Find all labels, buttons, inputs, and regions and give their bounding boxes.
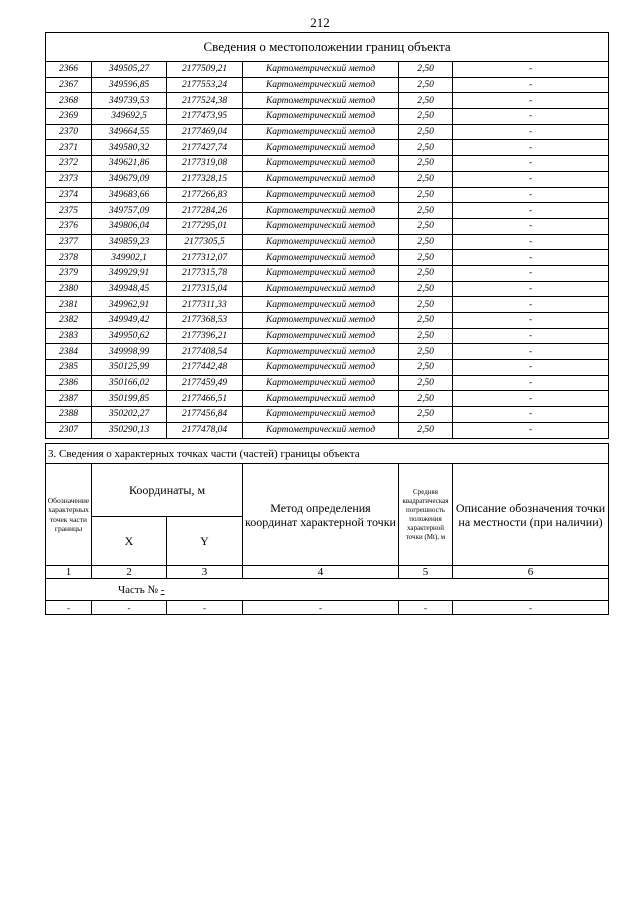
coord-y: 2177473,95: [167, 109, 243, 125]
point-number: 2373: [46, 171, 92, 187]
table-row: [46, 156, 609, 172]
coord-y: 2177469,04: [167, 124, 243, 140]
col-x-header: X: [92, 517, 167, 566]
method: Картометрический метод: [243, 203, 399, 219]
coord-y: 2177459,49: [167, 375, 243, 391]
empty-cell: -: [453, 601, 609, 615]
col-accuracy-header: Средняя квадратическая погрешность положения характерной точки (Mt), м: [399, 464, 453, 566]
point-number: 2375: [46, 203, 92, 219]
table-row: [46, 124, 609, 140]
point-number: 2366: [46, 62, 92, 78]
accuracy: 2,50: [399, 62, 453, 78]
point-number: 2367: [46, 77, 92, 93]
point-number: 2374: [46, 187, 92, 203]
method: Картометрический метод: [243, 313, 399, 329]
method: Картометрический метод: [243, 171, 399, 187]
method: Картометрический метод: [243, 375, 399, 391]
accuracy: 2,50: [399, 360, 453, 376]
description: -: [453, 281, 609, 297]
description: -: [453, 375, 609, 391]
table-row: [46, 375, 609, 391]
table-row: [46, 77, 609, 93]
point-number: 2387: [46, 391, 92, 407]
point-number: 2383: [46, 328, 92, 344]
coord-y: 2177312,07: [167, 250, 243, 266]
method: Картометрический метод: [243, 328, 399, 344]
coord-y: 2177295,01: [167, 218, 243, 234]
table-row: [46, 109, 609, 125]
point-number: 2380: [46, 281, 92, 297]
description: -: [453, 360, 609, 376]
table-row: [46, 281, 609, 297]
coord-y: 2177456,84: [167, 407, 243, 423]
method: Картометрический метод: [243, 140, 399, 156]
point-number: 2369: [46, 109, 92, 125]
coord-y: 2177368,53: [167, 313, 243, 329]
description: -: [453, 77, 609, 93]
accuracy: 2,50: [399, 203, 453, 219]
col-number: 5: [399, 566, 453, 579]
table-row: [46, 140, 609, 156]
table-row: [46, 391, 609, 407]
method: Картометрический метод: [243, 344, 399, 360]
table-row: [46, 360, 609, 376]
table-row: [46, 218, 609, 234]
description: -: [453, 250, 609, 266]
part-points-table: [45, 443, 609, 615]
col-designation-header: Обозначение характерных точек части границы: [46, 464, 92, 566]
accuracy: 2,50: [399, 234, 453, 250]
coord-y: 2177315,04: [167, 281, 243, 297]
coord-y: 2177328,15: [167, 171, 243, 187]
point-number: 2307: [46, 422, 92, 438]
coord-y: 2177466,51: [167, 391, 243, 407]
point-number: 2381: [46, 297, 92, 313]
empty-cell: -: [167, 601, 243, 615]
coord-x: 349806,04: [92, 218, 167, 234]
coord-x: 349596,85: [92, 77, 167, 93]
description: -: [453, 109, 609, 125]
table-row: [46, 187, 609, 203]
coord-x: 349679,09: [92, 171, 167, 187]
col-y-header: Y: [167, 517, 243, 566]
description: -: [453, 422, 609, 438]
coord-y: 2177553,24: [167, 77, 243, 93]
accuracy: 2,50: [399, 250, 453, 266]
empty-cell: -: [243, 601, 399, 615]
point-number: 2386: [46, 375, 92, 391]
coord-y: 2177524,38: [167, 93, 243, 109]
coord-x: 349692,5: [92, 109, 167, 125]
col-description-header: Описание обозначения точки на местности (при наличии): [453, 464, 609, 566]
coord-x: 349902,1: [92, 250, 167, 266]
empty-cell: -: [399, 601, 453, 615]
coord-y: 2177427,74: [167, 140, 243, 156]
accuracy: 2,50: [399, 171, 453, 187]
coord-y: 2177396,21: [167, 328, 243, 344]
accuracy: 2,50: [399, 124, 453, 140]
accuracy: 2,50: [399, 156, 453, 172]
coord-y: 2177284,26: [167, 203, 243, 219]
accuracy: 2,50: [399, 375, 453, 391]
method: Картометрический метод: [243, 234, 399, 250]
accuracy: 2,50: [399, 297, 453, 313]
coord-y: 2177311,33: [167, 297, 243, 313]
point-number: 2370: [46, 124, 92, 140]
accuracy: 2,50: [399, 109, 453, 125]
section-title: Сведения о местоположении границ объекта: [46, 33, 609, 62]
description: -: [453, 344, 609, 360]
col-coordinates-header: Координаты, м: [92, 464, 243, 517]
accuracy: 2,50: [399, 140, 453, 156]
description: -: [453, 328, 609, 344]
col-number: 6: [453, 566, 609, 579]
coord-x: 349757,09: [92, 203, 167, 219]
point-number: 2377: [46, 234, 92, 250]
method: Картометрический метод: [243, 360, 399, 376]
empty-cell: -: [92, 601, 167, 615]
coord-y: 2177509,21: [167, 62, 243, 78]
method: Картометрический метод: [243, 250, 399, 266]
method: Картометрический метод: [243, 297, 399, 313]
method: Картометрический метод: [243, 187, 399, 203]
method: Картометрический метод: [243, 407, 399, 423]
accuracy: 2,50: [399, 391, 453, 407]
coord-x: 349505,27: [92, 62, 167, 78]
point-number: 2372: [46, 156, 92, 172]
coord-y: 2177408,54: [167, 344, 243, 360]
coord-x: 349950,62: [92, 328, 167, 344]
method: Картометрический метод: [243, 265, 399, 281]
description: -: [453, 124, 609, 140]
point-number: 2371: [46, 140, 92, 156]
description: -: [453, 407, 609, 423]
point-number: 2378: [46, 250, 92, 266]
accuracy: 2,50: [399, 313, 453, 329]
method: Картометрический метод: [243, 109, 399, 125]
table-row: [46, 62, 609, 78]
method: Картометрический метод: [243, 391, 399, 407]
method: Картометрический метод: [243, 422, 399, 438]
accuracy: 2,50: [399, 93, 453, 109]
coord-x: 349949,42: [92, 313, 167, 329]
method: Картометрический метод: [243, 93, 399, 109]
description: -: [453, 62, 609, 78]
page-number: 212: [310, 15, 330, 30]
col-number: 1: [46, 566, 92, 579]
description: -: [453, 313, 609, 329]
col-number: 3: [167, 566, 243, 579]
coord-y: 2177319,08: [167, 156, 243, 172]
col-number: 2: [92, 566, 167, 579]
point-number: 2382: [46, 313, 92, 329]
accuracy: 2,50: [399, 328, 453, 344]
coord-y: 2177266,83: [167, 187, 243, 203]
description: -: [453, 171, 609, 187]
table-row: [46, 422, 609, 438]
coord-x: 349683,66: [92, 187, 167, 203]
accuracy: 2,50: [399, 265, 453, 281]
coord-x: 349998,99: [92, 344, 167, 360]
part-number: -: [160, 583, 165, 596]
description: -: [453, 234, 609, 250]
accuracy: 2,50: [399, 77, 453, 93]
accuracy: 2,50: [399, 407, 453, 423]
coord-x: 350125,99: [92, 360, 167, 376]
point-number: 2384: [46, 344, 92, 360]
coord-x: 350199,85: [92, 391, 167, 407]
table-row: [46, 203, 609, 219]
table-row: [46, 297, 609, 313]
description: -: [453, 156, 609, 172]
part-label-text: Часть №: [118, 583, 161, 596]
coord-x: 350202,27: [92, 407, 167, 423]
coord-x: 349580,32: [92, 140, 167, 156]
table-row: [46, 93, 609, 109]
description: -: [453, 391, 609, 407]
coord-x: 349739,53: [92, 93, 167, 109]
method: Картометрический метод: [243, 124, 399, 140]
point-number: 2388: [46, 407, 92, 423]
col-method-header: Метод определения координат характерной точки: [243, 464, 399, 566]
table-row: [46, 234, 609, 250]
coord-x: 349621,86: [92, 156, 167, 172]
part-label: [46, 579, 609, 601]
coord-x: 350166,02: [92, 375, 167, 391]
coord-y: 2177315,78: [167, 265, 243, 281]
description: -: [453, 187, 609, 203]
accuracy: 2,50: [399, 281, 453, 297]
accuracy: 2,50: [399, 187, 453, 203]
description: -: [453, 93, 609, 109]
point-number: 2379: [46, 265, 92, 281]
section3-title: 3. Сведения о характерных точках части (частей) границы объекта: [46, 444, 609, 464]
boundary-table: [45, 32, 609, 439]
accuracy: 2,50: [399, 218, 453, 234]
description: -: [453, 218, 609, 234]
coord-y: 2177442,48: [167, 360, 243, 376]
point-number: 2385: [46, 360, 92, 376]
coord-x: 349948,45: [92, 281, 167, 297]
method: Картометрический метод: [243, 218, 399, 234]
point-number: 2376: [46, 218, 92, 234]
coord-x: 349664,55: [92, 124, 167, 140]
table-row: [46, 250, 609, 266]
method: Картометрический метод: [243, 77, 399, 93]
table-row: [46, 313, 609, 329]
table-row: [46, 344, 609, 360]
method: Картометрический метод: [243, 62, 399, 78]
table-row: [46, 407, 609, 423]
coord-y: 2177305,5: [167, 234, 243, 250]
coord-x: 349929,91: [92, 265, 167, 281]
description: -: [453, 203, 609, 219]
description: -: [453, 140, 609, 156]
method: Картометрический метод: [243, 281, 399, 297]
description: -: [453, 297, 609, 313]
table-row: [46, 265, 609, 281]
coord-x: 349859,23: [92, 234, 167, 250]
accuracy: 2,50: [399, 344, 453, 360]
accuracy: 2,50: [399, 422, 453, 438]
table-row: [46, 328, 609, 344]
table-row: [46, 171, 609, 187]
col-number: 4: [243, 566, 399, 579]
coord-y: 2177478,04: [167, 422, 243, 438]
coord-x: 350290,13: [92, 422, 167, 438]
description: -: [453, 265, 609, 281]
coord-x: 349962,91: [92, 297, 167, 313]
method: Картометрический метод: [243, 156, 399, 172]
empty-cell: -: [46, 601, 92, 615]
point-number: 2368: [46, 93, 92, 109]
